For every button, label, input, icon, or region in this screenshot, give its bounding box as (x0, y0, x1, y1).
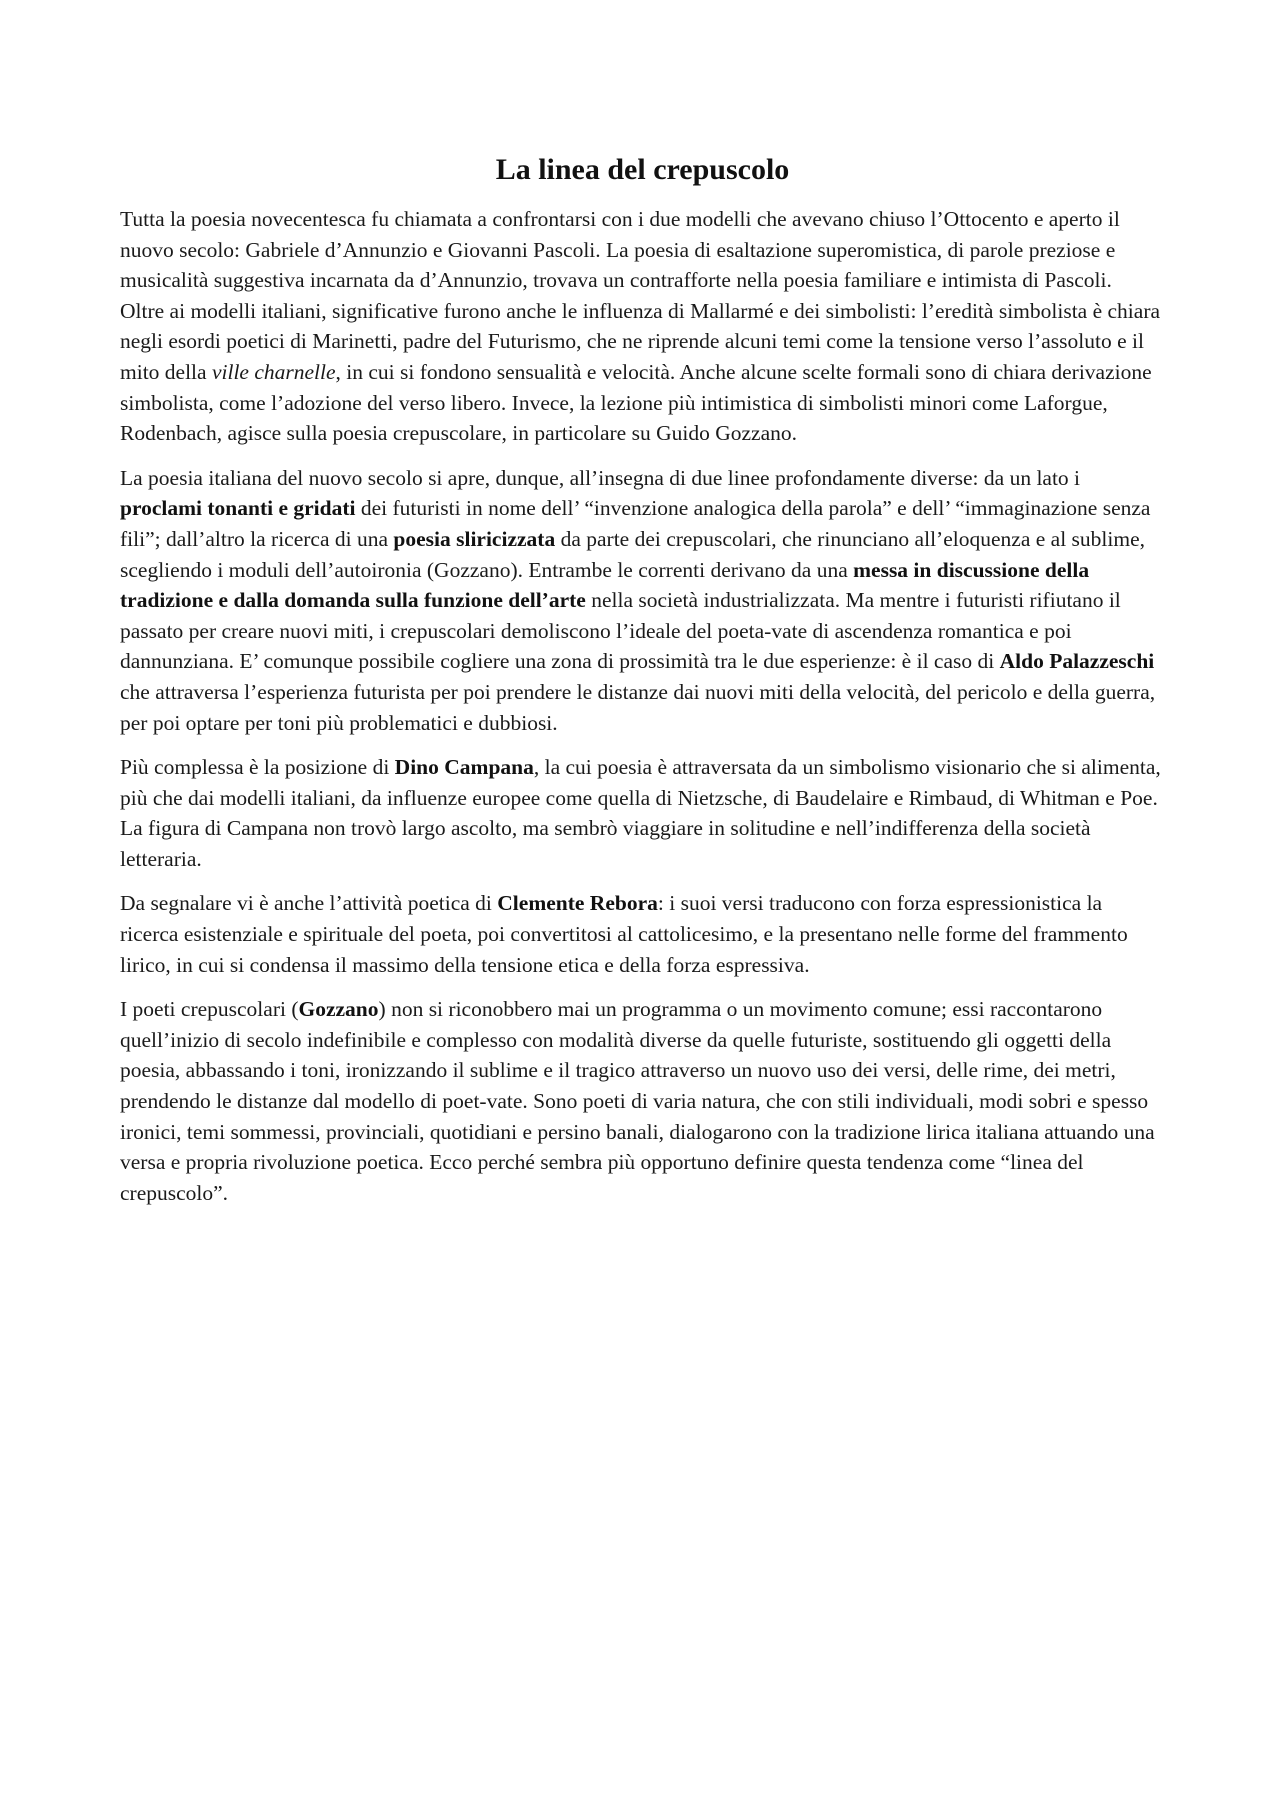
text-segment: dei futuristi in nome dell’ “invenzione analogica della parola” e dell’ “immaginazione senza fili”; dall’altro la ricerca di una (120, 496, 1151, 551)
text-segment: nella società industrializzata. Ma mentre i futuristi rifiutano il passato per creare nuovi miti, i crepuscolari demoliscono l’ideale del poeta-vate di ascendenza romantica e poi dannunziana. E’ comunque possibile cogliere una zona di prossimità tra le due esperienze: è il caso di (120, 588, 1121, 674)
document-title: La linea del crepuscolo (495, 153, 790, 186)
text-segment: Tutta la poesia novecentesca fu chiamata a confrontarsi con i due modelli che avevano chiuso l’Ottocento e aperto il nuovo secolo: Gabriele d’Annunzio e Giovanni Pascoli. La poesia di esaltazione superomistica, di parole preziose e musicalità suggestiva incarnata da d’Annunzio, trovava un contrafforte nella poesia familiare e intimista di Pascoli. (120, 207, 1120, 293)
bold-text: proclami tonanti e gridati (120, 496, 356, 521)
text-segment: da parte dei crepuscolari, che rinunciano all’eloquenza e al sublime, scegliendo i moduli dell’autoironia (Gozzano). Entrambe le correnti derivano da una (120, 526, 1145, 582)
bold-text: Dino Campana (394, 755, 534, 780)
paragraph (120, 752, 1165, 874)
text-segment: Più complessa è la posizione di (120, 755, 395, 780)
bold-text: Gozzano (298, 997, 379, 1022)
bold-text: Clemente Rebora (497, 891, 658, 916)
document-body (120, 150, 1165, 1222)
text-segment: I poeti crepuscolari ( (120, 997, 299, 1022)
paragraph (120, 994, 1165, 1208)
paragraph (120, 463, 1165, 738)
paragraph (120, 888, 1165, 980)
bold-text: poesia sliricizzata (393, 526, 556, 551)
bold-text: messa in discussione della tradizione e dalla domanda sulla funzione dell’arte (120, 557, 1090, 613)
text-segment: che attraversa l’esperienza futurista per poi prendere le distanze dai nuovi miti della velocità, del pericolo e della guerra, per poi optare per toni più problematici e dubbiosi. (120, 679, 1156, 735)
paragraphs-container (120, 204, 1165, 1208)
text-segment: : i suoi versi traducono con forza espressionistica la ricerca esistenziale e spirituale del poeta, poi convertitosi al cattolicesimo, e la presentano nelle forme del frammento lirico, in cui si condensa il massimo della tensione etica e della forza espressiva. (120, 891, 1128, 977)
text-segment: , la cui poesia è attraversata da un simbolismo visionario che si alimenta, più che dai modelli italiani, da influenze europee come quella di Nietzsche, di Baudelaire e Rimbaud, di Whitman e Poe. La figura di Campana non trovò largo ascolto, ma sembrò viaggiare in solitudine e nell’indifferenza della società letteraria. (120, 755, 1161, 871)
text-segment: Da segnalare vi è anche l’attività poetica di (120, 891, 498, 916)
text-segment: Oltre ai modelli italiani, significative furono anche le influenza di Mallarmé e dei simbolisti: l’eredità simbolista è chiara negli esordi poetici di Marinetti, padre del Futurismo, che ne riprende alcuni temi come la tensione verso l’assoluto e il mito della (120, 298, 1161, 384)
text-segment: La poesia italiana del nuovo secolo si apre, dunque, all’insegna di due linee profondamente diverse: da un lato i (120, 465, 1081, 490)
text-segment: , in cui si fondono sensualità e velocità. Anche alcune scelte formali sono di chiara derivazione simbolista, come l’adozione del verso libero. Invece, la lezione più intimistica di simbolisti minori come Laforgue, Rodenbach, agisce sulla poesia crepuscolare, in particolare su Guido Gozzano. (120, 359, 1152, 446)
italic-text: ville charnelle (211, 359, 336, 384)
text-segment: ) non si riconobbero mai un programma o un movimento comune; essi raccontarono quell’inizio di secolo indefinibile e complesso con modalità diverse da quelle futuriste, sostituendo gli oggetti della poesia, abbassando i toni, ironizzando il sublime e il tragico attraverso un nuovo uso dei versi, delle rime, dei metri, prendendo le distanze dal modello di poet-vate. Sono poeti di varia natura, che con stili individuali, modi sobri e spesso ironici, temi sommessi, provinciali, quotidiani e persino banali, dialogarono con la tradizione lirica italiana attuando una versa e propria rivoluzione poetica. Ecco perché sembra più opportuno definire questa tendenza come “linea del crepuscolo”. (120, 997, 1155, 1205)
paragraph (120, 204, 1165, 449)
bold-text: Aldo Palazzeschi (999, 649, 1155, 674)
